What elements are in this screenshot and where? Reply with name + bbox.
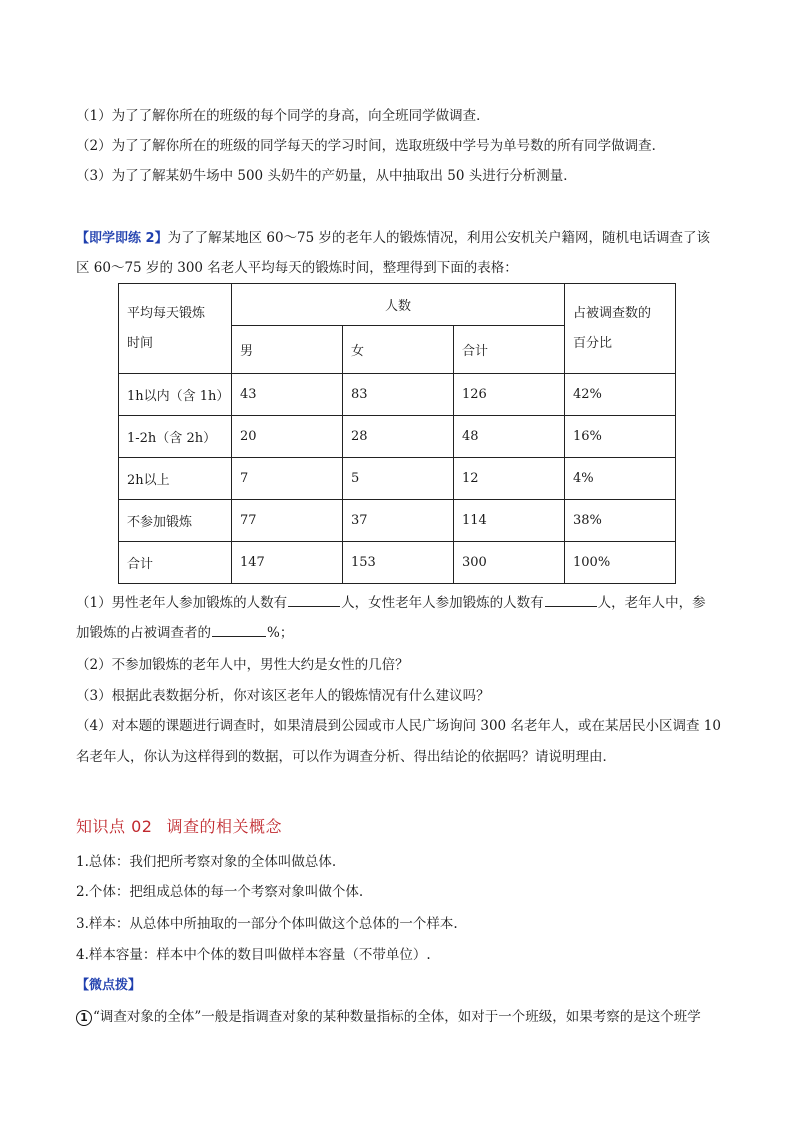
cell-percentage: 42% (565, 374, 676, 416)
section-title: 调查的相关概念 (166, 817, 282, 836)
row-label: 1h以内（含 1h） (119, 374, 232, 416)
header-subtotal: 合计 (454, 326, 565, 374)
question-2: （2）不参加锻炼的老年人中，男性大约是女性的几倍？ (76, 657, 409, 673)
header-exercise-time-line1: 平均每天锻炼 (127, 305, 206, 321)
cell-male: 147 (232, 542, 343, 584)
table-row (119, 374, 676, 416)
practice-line-1 (76, 228, 710, 249)
section-heading (76, 814, 282, 837)
cell-total: 126 (454, 374, 565, 416)
exercise-table (118, 283, 676, 584)
q1-text-e: %； (267, 625, 294, 641)
definition-individual: 2.个体：把组成总体的每一个考察对象叫做个体. (76, 884, 364, 900)
header-percentage-line2: 百分比 (573, 335, 613, 351)
answer-blank-3[interactable] (212, 622, 266, 637)
q1-text-d: 加锻炼的占被调查者的 (76, 625, 211, 641)
cell-female: 153 (343, 542, 454, 584)
practice-line-2: 区 60～75 岁的 300 名老人平均每天的锻炼时间，整理得到下面的表格： (76, 260, 518, 276)
section-number: 知识点 02 (76, 817, 153, 836)
practice-tag: 【即学即练 2】 (76, 231, 168, 246)
cell-female: 83 (343, 374, 454, 416)
table-row (119, 500, 676, 542)
intro-item-1: （1）为了了解你所在的班级的每个同学的身高，向全班同学做调查． (76, 108, 490, 124)
intro-item-3: （3）为了了解某奶牛场中 500 头奶牛的产奶量，从中抽取出 50 头进行分析测量． (76, 168, 577, 184)
cell-male: 77 (232, 500, 343, 542)
table-row (119, 458, 676, 500)
answer-blank-1[interactable] (288, 592, 340, 607)
header-female: 女 (343, 326, 454, 374)
table-row (119, 416, 676, 458)
circled-number-icon: 1 (76, 1010, 92, 1026)
cell-male: 7 (232, 458, 343, 500)
row-label: 2h以上 (119, 458, 232, 500)
header-exercise-time (119, 284, 232, 374)
question-3: （3）根据此表数据分析，你对该区老年人的锻炼情况有什么建议吗？ (76, 688, 490, 704)
tip-tag: 【微点拨】 (76, 978, 142, 993)
intro-item-2: （2）为了了解你所在的班级的同学每天的学习时间，选取班级中学号为单号数的所有同学做调查． (76, 138, 666, 154)
cell-male: 43 (232, 374, 343, 416)
cell-percentage: 4% (565, 458, 676, 500)
header-male: 男 (232, 326, 343, 374)
row-label: 不参加锻炼 (119, 500, 232, 542)
cell-total: 300 (454, 542, 565, 584)
cell-percentage: 16% (565, 416, 676, 458)
cell-total: 48 (454, 416, 565, 458)
answer-blank-2[interactable] (545, 592, 597, 607)
header-exercise-time-line2: 时间 (127, 335, 154, 351)
cell-female: 5 (343, 458, 454, 500)
cell-total: 114 (454, 500, 565, 542)
table-row (119, 542, 676, 584)
question-4-line-1: （4）对本题的课题进行调查时，如果清晨到公园或市人民广场询问 300 名老年人，或在某居民小区调查 10 (76, 718, 721, 734)
cell-percentage: 38% (565, 500, 676, 542)
cell-female: 37 (343, 500, 454, 542)
definition-sample-size: 4.样本容量：样本中个体的数目叫做样本容量（不带单位）. (76, 947, 431, 963)
q1-text-c: 人，老年人中，参 (597, 595, 706, 611)
cell-male: 20 (232, 416, 343, 458)
tip-line-1 (76, 1007, 701, 1027)
definition-sample: 3.样本：从总体中所抽取的一部分个体叫做这个总体的一个样本. (76, 916, 458, 932)
tip-tag-line (76, 975, 141, 996)
row-label: 1-2h（含 2h） (119, 416, 232, 458)
practice-text-1: 为了了解某地区 60～75 岁的老年人的锻炼情况，利用公安机关户籍网，随机电话调查了该 (167, 230, 711, 246)
question-1-line-2 (76, 622, 293, 643)
definition-population: 1.总体：我们把所考察对象的全体叫做总体. (76, 854, 337, 870)
q1-text-b: 人，女性老年人参加锻炼的人数有 (341, 595, 544, 611)
header-percentage-line1: 占被调查数的 (573, 305, 652, 321)
tip-text: “调查对象的全体”一般是指调查对象的某种数量指标的全体，如对于一个班级，如果考察的是这个班学 (93, 1009, 701, 1025)
question-1-line-1 (76, 592, 706, 613)
cell-percentage: 100% (565, 542, 676, 584)
cell-total: 12 (454, 458, 565, 500)
question-4-line-2: 名老年人，你认为这样得到的数据，可以作为调查分析、得出结论的依据吗？请说明理由． (76, 749, 616, 765)
cell-female: 28 (343, 416, 454, 458)
q1-text-a: （1）男性老年人参加锻炼的人数有 (76, 595, 288, 611)
row-label: 合计 (119, 542, 232, 584)
header-percentage (565, 284, 676, 374)
header-people-count: 人数 (232, 284, 565, 326)
